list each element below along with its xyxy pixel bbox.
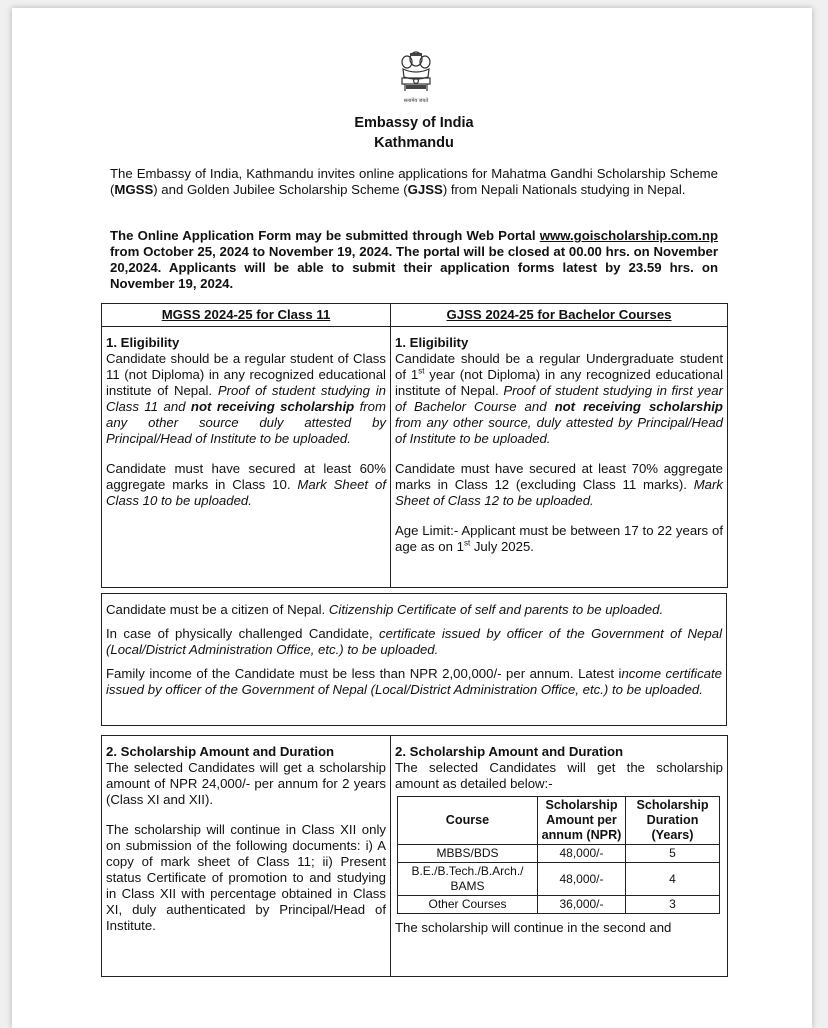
duration-cell: 4 [626, 863, 720, 896]
amount-cell: 36,000/- [538, 896, 626, 914]
amount-cell: 48,000/- [538, 845, 626, 863]
duration-cell: 5 [626, 845, 720, 863]
table-row [398, 896, 720, 914]
course-cell: MBBS/BDS [398, 845, 538, 863]
gjss-eligibility-cell [391, 327, 728, 588]
common-requirements-table [101, 593, 727, 726]
mgss-continuation-text: The scholarship will continue in Class XII only on submission of the following documents: i) A copy of mark sheet of Class 11; ii) Present status Certificate of promotion to and studying in Class XII with percentage obtained in Class XI, duly authenticated by Principal/Head of Institute. [106, 822, 386, 933]
gjss-age-limit: Age Limit:- Applicant must be between 17 to 22 years of age as on 1st July 2025. [395, 523, 723, 554]
emblem-motto: सत्यमेव जयते [403, 98, 429, 104]
course-cell: B.E./B.Tech./B.Arch./ BAMS [398, 863, 538, 896]
mgss-eligibility-title: 1. Eligibility [106, 335, 180, 350]
citizenship-requirement: Candidate must be a citizen of Nepal. Citizenship Certificate of self and parents to be uploaded. [106, 602, 664, 617]
embassy-location: Kathmandu [374, 135, 454, 151]
mgss-amount-cell [102, 736, 391, 977]
gjss-amount-text: The selected Candidates will get the scholarship amount as detailed below:- [395, 760, 723, 791]
gjss-continuation-text: The scholarship will continue in the second and [395, 920, 672, 935]
amount-header: Scholarship Amount per annum (NPR) [538, 797, 626, 845]
gjss-amount-cell [391, 736, 728, 977]
mgss-eligibility-text: Candidate should be a regular student of Class 11 (not Diploma) in any recognized educational institute of Nepal. Proof of student studying in Class 11 and not receiving scholarship from any other source duly attested by Principal/Head of Institute to be uploaded. [106, 351, 386, 446]
mgss-amount-title: 2. Scholarship Amount and Duration [106, 744, 335, 759]
income-requirement: Family income of the Candidate must be less than NPR 2,00,000/- per annum. Latest income certificate issued by officer of the Government of Nepal (Local/District Administration Office, etc.) to be uploaded. [106, 666, 722, 697]
gjss-marks-text: Candidate must have secured at least 70% aggregate marks in Class 12 (excluding Class 11 marks). Mark Sheet of Class 12 to be uploaded. [395, 461, 723, 508]
gjss-eligibility-text: Candidate should be a regular Undergraduate student of 1st year (not Diploma) in any recognized educational institute of Nepal. Proof of student studying in first year of Bachelor Course and not receiving scholarship from any other source, duly attested by Principal/Head of Institute to be uploaded. [395, 351, 723, 446]
disability-requirement: In case of physically challenged Candidate, certificate issued by officer of the Government of Nepal (Local/District Administration Office, etc.) to be uploaded. [106, 626, 722, 657]
mgss-heading: MGSS 2024-25 for Class 11 [102, 304, 391, 327]
gjss-amount-title: 2. Scholarship Amount and Duration [395, 744, 624, 759]
gjss-eligibility-title: 1. Eligibility [395, 335, 469, 350]
table-row [398, 845, 720, 863]
table-row [398, 863, 720, 896]
scholarship-amount-table [101, 735, 728, 977]
embassy-title: Embassy of India [354, 115, 474, 131]
course-amount-table [397, 796, 720, 914]
mgss-amount-text: The selected Candidates will get a scholarship amount of NPR 24,000/- per annum for 2 years (Class XI and XII). [106, 760, 386, 807]
course-cell: Other Courses [398, 896, 538, 914]
duration-cell: 3 [626, 896, 720, 914]
mgss-marks-text: Candidate must have secured at least 60% aggregate marks in Class 10. Mark Sheet of Class 10 to be uploaded. [106, 461, 387, 508]
gjss-heading: GJSS 2024-25 for Bachelor Courses [391, 304, 728, 327]
mgss-eligibility-cell [102, 327, 391, 588]
portal-link[interactable]: www.goischolarship.com.np [539, 228, 718, 243]
eligibility-table [101, 303, 728, 588]
course-header: Course [398, 797, 538, 845]
intro-paragraph: The Embassy of India, Kathmandu invites online applications for Mahatma Gandhi Scholarship Scheme (MGSS) and Golden Jubilee Scholarship Scheme (GJSS) from Nepali Nationals studying in Nepal. [110, 166, 718, 197]
duration-header: Scholarship Duration (Years) [626, 797, 720, 845]
common-requirements-cell [102, 594, 727, 726]
amount-cell: 48,000/- [538, 863, 626, 896]
application-dates-paragraph: The Online Application Form may be submitted through Web Portal www.goischolarship.com.np from October 25, 2024 to November 19, 2024. The portal will be closed at 00.00 hrs. on November 20,2024. Applicants will be able to submit their application forms latest by 23.59 hrs. on November 19, 2024. [110, 228, 718, 291]
